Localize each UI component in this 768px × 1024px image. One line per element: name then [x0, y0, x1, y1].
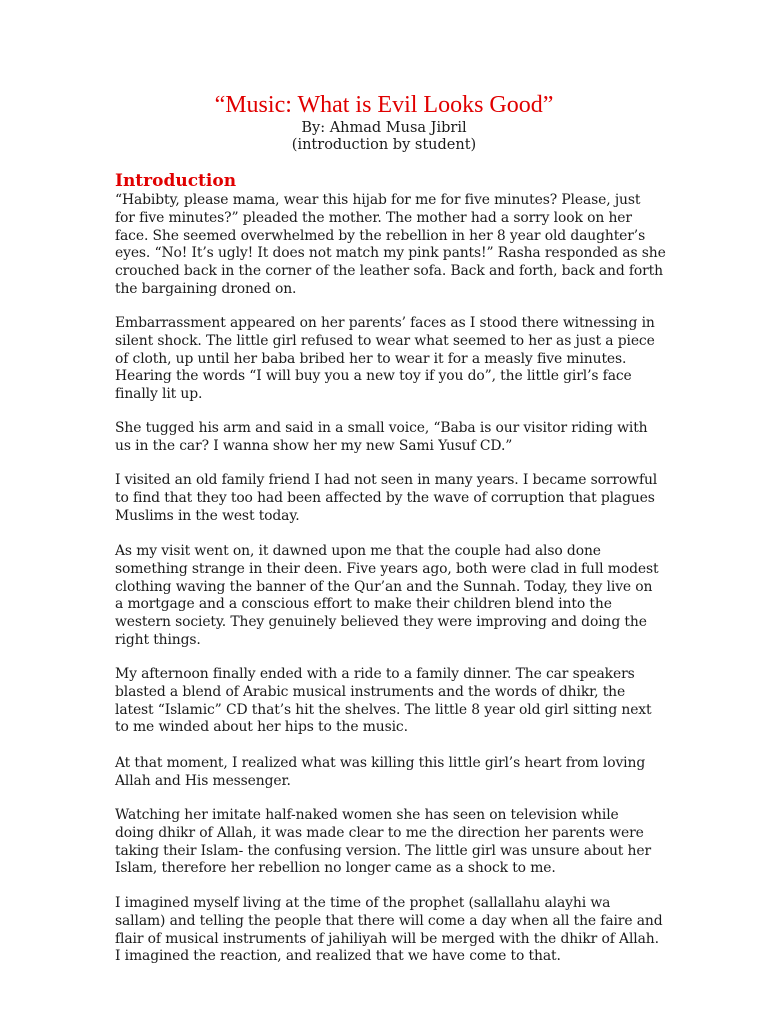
- paragraph-line: Allah and His messenger.: [115, 772, 291, 789]
- paragraph-line: to me winded about her hips to the music.: [115, 719, 408, 736]
- paragraph: [115, 315, 655, 404]
- paragraph-line: As my visit went on, it dawned upon me that the couple had also done: [115, 543, 601, 559]
- paragraph-line: face. She seemed overwhelmed by the rebellion in her 8 year old daughter’s: [115, 227, 646, 244]
- paragraph-line: blasted a blend of Arabic musical instruments and the words of dhikr, the: [115, 683, 626, 700]
- paragraph-line: taking their Islam- the confusing version. The little girl was unsure about her: [115, 842, 651, 859]
- paragraph-line: a mortgage and a conscious effort to make their children blend into the: [115, 596, 612, 613]
- paragraph-line: silent shock. The little girl refused to wear what seemed to her as just a piece: [115, 332, 655, 349]
- paragraph-line: Watching her imitate half-naked women she has seen on television while: [115, 807, 619, 823]
- paragraph-line: At that moment, I realized what was killing this little girl’s heart from loving: [115, 755, 646, 771]
- introduction-note: (introduction by student): [291, 137, 477, 153]
- paragraph-line: flair of musical instruments of jahiliyah will be merged with the dhikr of Allah.: [115, 930, 659, 947]
- paragraph-line: She tugged his arm and said in a small voice, “Baba is our visitor riding with: [115, 420, 648, 436]
- paragraph-line: My afternoon finally ended with a ride to a family dinner. The car speakers: [115, 666, 635, 682]
- paragraph-line: western society. They genuinely believed they were improving and doing the: [115, 614, 647, 630]
- paragraph-line: clothing waving the banner of the Qur’an and the Sunnah. Today, they live on: [115, 578, 653, 595]
- paragraph-line: latest “Islamic” CD that’s hit the shelves. The little 8 year old girl sitting next: [115, 701, 652, 718]
- paragraph: [115, 895, 662, 966]
- paragraph-line: eyes. “No! It’s ugly! It does not match my pink pants!” Rasha responded as she: [115, 245, 666, 262]
- paragraph-line: Embarrassment appeared on her parents’ faces as I stood there witnessing in: [115, 315, 655, 331]
- paragraph: [115, 543, 658, 650]
- paragraph-line: of cloth, up until her baba bribed her to wear it for a measly five minutes.: [115, 350, 627, 367]
- paragraph-line: finally lit up.: [115, 386, 203, 402]
- paragraph-line: crouched back in the corner of the leather sofa. Back and forth, back and forth: [115, 263, 663, 279]
- paragraph-line: I visited an old family friend I had not seen in many years. I became sorrowful: [115, 472, 658, 488]
- paragraph: [115, 666, 651, 737]
- document-title: “Music: What is Evil Looks Good”: [214, 92, 554, 118]
- paragraph-line: something strange in their deen. Five years ago, both were clad in full modest: [115, 560, 659, 577]
- paragraph-line: for five minutes?” pleaded the mother. The mother had a sorry look on her: [115, 209, 632, 226]
- paragraph-line: Muslims in the west today.: [115, 507, 300, 524]
- paragraph-line: us in the car? I wanna show her my new Sami Yusuf CD.”: [115, 437, 513, 454]
- paragraph-line: I imagined myself living at the time of the prophet (sallallahu alayhi wa: [115, 895, 611, 911]
- paragraph-line: Hearing the words “I will buy you a new toy if you do”, the little girl’s face: [115, 368, 632, 385]
- paragraph-line: the bargaining droned on.: [115, 280, 297, 297]
- paragraph-line: to find that they too had been affected by the wave of corruption that plagues: [115, 489, 655, 506]
- paragraph: [115, 807, 651, 878]
- paragraph-line: “Habibty, please mama, wear this hijab for me for five minutes? Please, just: [115, 192, 641, 208]
- paragraph-line: right things.: [115, 631, 201, 648]
- paragraph: [115, 472, 657, 525]
- paragraph-line: doing dhikr of Allah, it was made clear to me the direction her parents were: [115, 824, 644, 841]
- paragraph: [115, 420, 648, 456]
- author-line: By: Ahmad Musa Jibril: [301, 120, 467, 136]
- paragraph: [115, 192, 666, 299]
- paragraph-line: Islam, therefore her rebellion no longer came as a shock to me.: [115, 860, 556, 877]
- paragraph-line: I imagined the reaction, and realized that we have come to that.: [115, 948, 561, 965]
- paragraph-line: sallam) and telling the people that there will come a day when all the faire and: [115, 912, 663, 929]
- paragraph: [115, 755, 645, 791]
- section-heading: Introduction: [115, 171, 237, 191]
